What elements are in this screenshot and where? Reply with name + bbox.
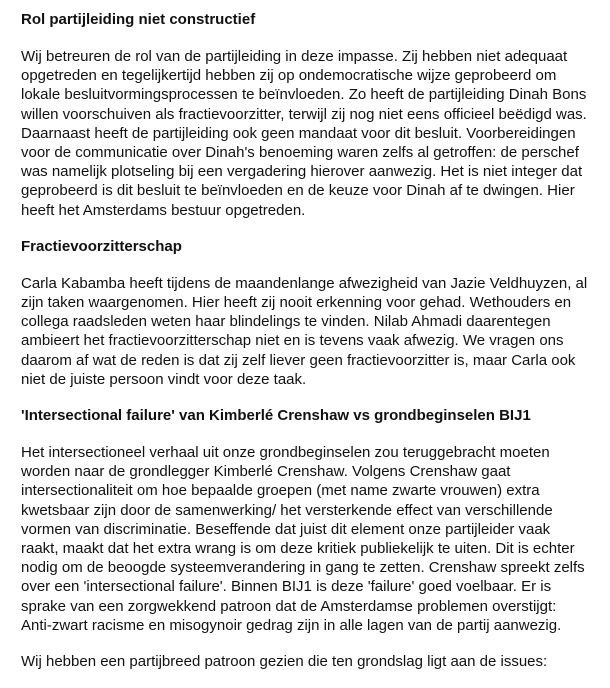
text-line: raakt, maakt dat het extra wrang is om deze kritiek publiekelijk te uiten. Dit is echter <box>21 540 575 558</box>
text-line: Anti-zwart racisme en misogynoir gedrag zijn in alle lagen van de partij aanwezig. <box>21 616 562 634</box>
text-line: intersectionaliteit om hoe bepaalde groepen (met name zwarte vrouwen) extra <box>21 482 540 500</box>
section-paragraph-intersectional-failure <box>21 443 596 635</box>
text-line: collega raadsleden weten haar blindelings te vinden. Nilab Ahmadi daarentegen <box>21 313 551 331</box>
text-line: voor de communicatie over Dinah's benoeming waren zelfs al getroffen: de perschef <box>21 144 579 162</box>
text-line: Carla Kabamba heeft tijdens de maandenlange afwezigheid van Jazie Veldhuyzen, al <box>21 274 588 292</box>
text-line: vormen van discriminatie. Beseffende dat juist dit element onze partijleider vaak <box>21 520 551 538</box>
text-line: geprobeerd is dit besluit te beïnvloeden en de keuze voor Dinah af te dwingen. Hier <box>21 182 575 200</box>
text-line: Wij hebben een partijbreed patroon gezien die ten grondslag ligt aan de issues: <box>21 653 548 671</box>
section-heading-partijleiding: Rol partijleiding niet constructief <box>21 11 256 28</box>
document-body <box>21 10 596 688</box>
section-paragraph-fractievoorzitterschap <box>21 274 596 389</box>
text-line: Het intersectioneel verhaal uit onze grondbeginselen zou teruggebracht moeten <box>21 444 550 462</box>
text-line: daarom af wat de reden is dat zij zelf liever geen fractievoorzitter is, maar Carla ook <box>21 351 576 369</box>
text-line: Wij betreuren de rol van de partijleiding in deze impasse. Zij hebben niet adequaat <box>21 48 568 65</box>
text-line: opgetreden en tegelijkertijd hebben zij op ondemocratische wijze geprobeerd om <box>21 67 557 85</box>
text-line: over een 'intersectional failure'. Binnen BIJ1 is deze 'failure' goed voelbaar. Er is <box>21 578 552 596</box>
text-line: was namelijk plotseling bij een vergadering hierover aanwezig. Het is niet integer dat <box>21 163 583 181</box>
text-line: ambieert het fractievoorzitterschap niet en is tevens vaak afwezig. We vragen ons <box>21 332 564 350</box>
closing-paragraph <box>21 652 596 671</box>
text-line: sprake van een zorgwekkend patroon dat de Amsterdamse problemen overstijgt: <box>21 597 557 615</box>
section-paragraph-partijleiding <box>21 47 596 220</box>
text-line: heeft het Amsterdams bestuur opgetreden. <box>21 201 306 219</box>
text-line: zijn taken waargenomen. Hier heeft zij nooit erkenning voor gehad. Wethouders en <box>21 294 572 312</box>
text-line: worden naar de grondlegger Kimberlé Crenshaw. Volgens Crenshaw gaat <box>21 463 511 481</box>
text-line: Daarnaast heeft de partijleiding ook geen mandaat voor dit besluit. Voorbereidingen <box>21 124 576 142</box>
section-heading-intersectional-failure: 'Intersectional failure' van Kimberlé Crenshaw vs grondbeginselen BIJ1 <box>21 407 531 425</box>
section-heading-fractievoorzitterschap: Fractievoorzitterschap <box>21 237 182 255</box>
text-line: kwetsbaar zijn door de samenwerking/ het versterkende effect van verschillende <box>21 501 553 519</box>
text-line: lokale besluitvormingsprocessen te beïnvloeden. Zo heeft de partijleiding Dinah Bons <box>21 86 587 104</box>
text-line: willen voorschuiven als fractievoorzitter, terwijl zij nog niet eens officieel beëdigd was. <box>21 105 587 123</box>
text-line: nodig om de beoogde systeemverandering in gang te zetten. Crenshaw spreekt zelfs <box>21 559 585 577</box>
text-line: niet de juiste persoon vindt voor deze taak. <box>21 370 307 388</box>
